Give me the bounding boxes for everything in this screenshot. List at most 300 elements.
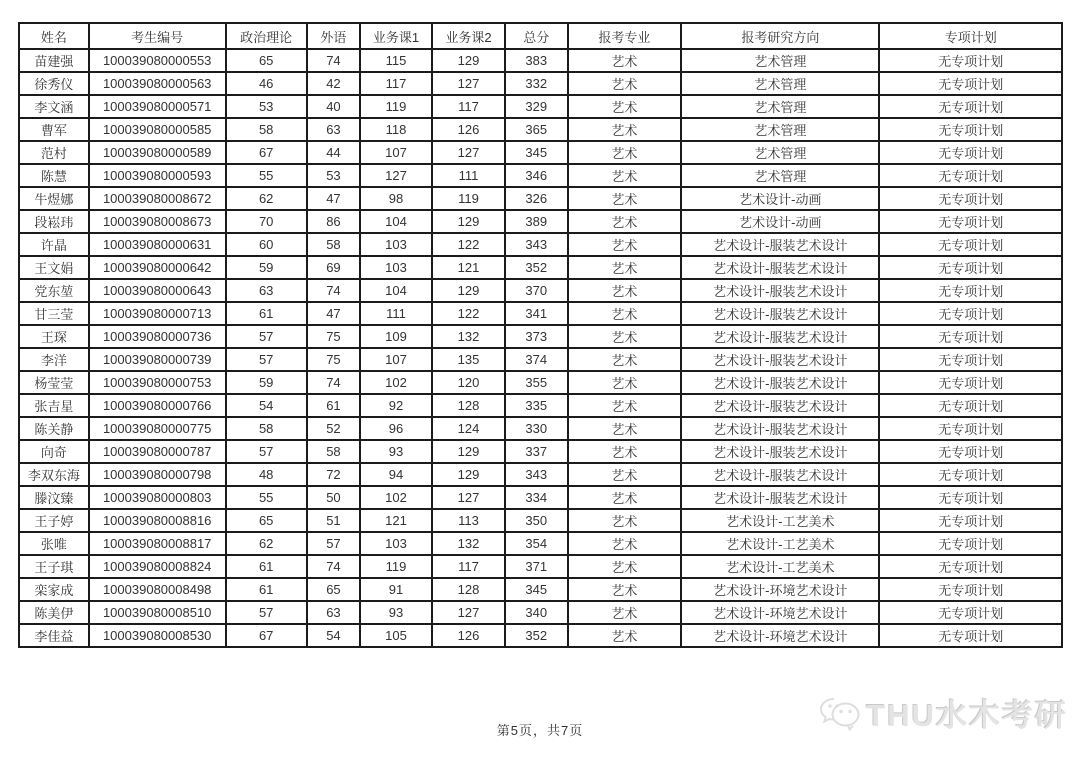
cell-foreign-language-score: 61 (307, 394, 360, 417)
cell-politics-score: 57 (226, 601, 307, 624)
cell-politics-score: 53 (226, 95, 307, 118)
cell-total-score: 343 (505, 233, 568, 256)
table-row (19, 302, 1062, 325)
cell-candidate-number: 100039080008817 (89, 532, 226, 555)
cell-course2-score: 132 (432, 532, 505, 555)
cell-research-direction: 艺术管理 (681, 72, 879, 95)
cell-major: 艺术 (568, 394, 682, 417)
cell-candidate-number: 100039080000775 (89, 417, 226, 440)
cell-course2-score: 113 (432, 509, 505, 532)
cell-politics-score: 67 (226, 141, 307, 164)
cell-research-direction: 艺术管理 (681, 118, 879, 141)
cell-candidate-number: 100039080008510 (89, 601, 226, 624)
cell-research-direction: 艺术设计-服装艺术设计 (681, 486, 879, 509)
score-table (18, 22, 1063, 648)
cell-total-score: 389 (505, 210, 568, 233)
cell-name: 陈慧 (19, 164, 89, 187)
column-header-research-direction: 报考研究方向 (681, 23, 879, 49)
cell-foreign-language-score: 42 (307, 72, 360, 95)
cell-name: 陈美伊 (19, 601, 89, 624)
cell-name: 牛煜娜 (19, 187, 89, 210)
cell-politics-score: 63 (226, 279, 307, 302)
cell-course1-score: 107 (360, 141, 432, 164)
cell-research-direction: 艺术设计-服装艺术设计 (681, 371, 879, 394)
cell-foreign-language-score: 74 (307, 555, 360, 578)
cell-major: 艺术 (568, 256, 682, 279)
cell-research-direction: 艺术设计-服装艺术设计 (681, 279, 879, 302)
cell-special-plan: 无专项计划 (879, 417, 1062, 440)
cell-special-plan: 无专项计划 (879, 394, 1062, 417)
cell-major: 艺术 (568, 348, 682, 371)
cell-candidate-number: 100039080000563 (89, 72, 226, 95)
cell-course1-score: 98 (360, 187, 432, 210)
cell-special-plan: 无专项计划 (879, 279, 1062, 302)
cell-special-plan: 无专项计划 (879, 187, 1062, 210)
cell-special-plan: 无专项计划 (879, 578, 1062, 601)
cell-name: 王子琪 (19, 555, 89, 578)
cell-name: 段崧玮 (19, 210, 89, 233)
cell-foreign-language-score: 47 (307, 187, 360, 210)
table-row (19, 256, 1062, 279)
cell-foreign-language-score: 75 (307, 348, 360, 371)
table-row (19, 578, 1062, 601)
cell-major: 艺术 (568, 187, 682, 210)
cell-course2-score: 126 (432, 624, 505, 647)
cell-foreign-language-score: 69 (307, 256, 360, 279)
cell-research-direction: 艺术设计-服装艺术设计 (681, 394, 879, 417)
cell-course2-score: 121 (432, 256, 505, 279)
cell-course1-score: 92 (360, 394, 432, 417)
cell-special-plan: 无专项计划 (879, 463, 1062, 486)
cell-course2-score: 111 (432, 164, 505, 187)
cell-course1-score: 107 (360, 348, 432, 371)
cell-total-score: 341 (505, 302, 568, 325)
cell-special-plan: 无专项计划 (879, 302, 1062, 325)
table-row (19, 601, 1062, 624)
cell-major: 艺术 (568, 325, 682, 348)
cell-course2-score: 129 (432, 49, 505, 72)
cell-foreign-language-score: 72 (307, 463, 360, 486)
cell-name: 李文涵 (19, 95, 89, 118)
column-header-foreign-language-score: 外语 (307, 23, 360, 49)
cell-name: 张唯 (19, 532, 89, 555)
cell-foreign-language-score: 75 (307, 325, 360, 348)
cell-course2-score: 126 (432, 118, 505, 141)
table-row (19, 279, 1062, 302)
cell-course2-score: 122 (432, 302, 505, 325)
cell-research-direction: 艺术设计-服装艺术设计 (681, 325, 879, 348)
cell-foreign-language-score: 74 (307, 371, 360, 394)
table-row (19, 486, 1062, 509)
table-row (19, 164, 1062, 187)
cell-total-score: 365 (505, 118, 568, 141)
cell-major: 艺术 (568, 49, 682, 72)
cell-total-score: 346 (505, 164, 568, 187)
cell-research-direction: 艺术设计-环境艺术设计 (681, 578, 879, 601)
cell-foreign-language-score: 52 (307, 417, 360, 440)
cell-foreign-language-score: 44 (307, 141, 360, 164)
cell-politics-score: 65 (226, 49, 307, 72)
cell-special-plan: 无专项计划 (879, 210, 1062, 233)
cell-total-score: 335 (505, 394, 568, 417)
cell-special-plan: 无专项计划 (879, 348, 1062, 371)
cell-major: 艺术 (568, 417, 682, 440)
cell-total-score: 330 (505, 417, 568, 440)
cell-research-direction: 艺术管理 (681, 49, 879, 72)
cell-politics-score: 65 (226, 509, 307, 532)
wechat-icon (818, 694, 862, 732)
cell-total-score: 355 (505, 371, 568, 394)
cell-name: 王琛 (19, 325, 89, 348)
cell-major: 艺术 (568, 601, 682, 624)
cell-course2-score: 135 (432, 348, 505, 371)
cell-politics-score: 48 (226, 463, 307, 486)
watermark-text: THU水木考研 (866, 698, 1068, 733)
column-header-name: 姓名 (19, 23, 89, 49)
cell-research-direction: 艺术设计-服装艺术设计 (681, 348, 879, 371)
cell-course1-score: 105 (360, 624, 432, 647)
cell-research-direction: 艺术设计-服装艺术设计 (681, 256, 879, 279)
cell-total-score: 352 (505, 624, 568, 647)
cell-major: 艺术 (568, 302, 682, 325)
cell-major: 艺术 (568, 440, 682, 463)
cell-special-plan: 无专项计划 (879, 532, 1062, 555)
cell-special-plan: 无专项计划 (879, 49, 1062, 72)
table-row (19, 233, 1062, 256)
cell-major: 艺术 (568, 463, 682, 486)
cell-candidate-number: 100039080000571 (89, 95, 226, 118)
cell-special-plan: 无专项计划 (879, 72, 1062, 95)
cell-foreign-language-score: 40 (307, 95, 360, 118)
cell-candidate-number: 100039080000643 (89, 279, 226, 302)
cell-major: 艺术 (568, 371, 682, 394)
cell-politics-score: 60 (226, 233, 307, 256)
page-indicator: 第5页，共7页 (496, 723, 584, 738)
cell-special-plan: 无专项计划 (879, 118, 1062, 141)
cell-course1-score: 104 (360, 210, 432, 233)
cell-course2-score: 129 (432, 279, 505, 302)
table-row (19, 95, 1062, 118)
table-row (19, 440, 1062, 463)
cell-course1-score: 111 (360, 302, 432, 325)
cell-politics-score: 61 (226, 578, 307, 601)
cell-name: 范村 (19, 141, 89, 164)
cell-course1-score: 115 (360, 49, 432, 72)
cell-course1-score: 91 (360, 578, 432, 601)
cell-special-plan: 无专项计划 (879, 325, 1062, 348)
cell-major: 艺术 (568, 624, 682, 647)
cell-foreign-language-score: 63 (307, 118, 360, 141)
table-row (19, 509, 1062, 532)
cell-course2-score: 132 (432, 325, 505, 348)
table-row (19, 371, 1062, 394)
cell-politics-score: 59 (226, 256, 307, 279)
table-row (19, 624, 1062, 647)
cell-politics-score: 46 (226, 72, 307, 95)
cell-research-direction: 艺术管理 (681, 164, 879, 187)
cell-foreign-language-score: 57 (307, 532, 360, 555)
cell-course1-score: 93 (360, 440, 432, 463)
cell-course2-score: 117 (432, 95, 505, 118)
cell-course1-score: 103 (360, 532, 432, 555)
cell-total-score: 329 (505, 95, 568, 118)
cell-candidate-number: 100039080000787 (89, 440, 226, 463)
cell-politics-score: 70 (226, 210, 307, 233)
cell-research-direction: 艺术设计-服装艺术设计 (681, 233, 879, 256)
cell-course1-score: 102 (360, 371, 432, 394)
cell-total-score: 352 (505, 256, 568, 279)
cell-special-plan: 无专项计划 (879, 256, 1062, 279)
table-row (19, 187, 1062, 210)
table-row (19, 348, 1062, 371)
cell-politics-score: 57 (226, 325, 307, 348)
cell-name: 栾家成 (19, 578, 89, 601)
cell-foreign-language-score: 63 (307, 601, 360, 624)
cell-major: 艺术 (568, 141, 682, 164)
cell-politics-score: 62 (226, 532, 307, 555)
table-row (19, 532, 1062, 555)
cell-research-direction: 艺术设计-服装艺术设计 (681, 440, 879, 463)
table-row (19, 417, 1062, 440)
cell-major: 艺术 (568, 279, 682, 302)
cell-course2-score: 128 (432, 394, 505, 417)
cell-total-score: 354 (505, 532, 568, 555)
cell-candidate-number: 100039080000631 (89, 233, 226, 256)
cell-major: 艺术 (568, 532, 682, 555)
cell-politics-score: 61 (226, 555, 307, 578)
cell-total-score: 371 (505, 555, 568, 578)
cell-course2-score: 119 (432, 187, 505, 210)
cell-candidate-number: 100039080008673 (89, 210, 226, 233)
cell-politics-score: 58 (226, 417, 307, 440)
cell-name: 陈关静 (19, 417, 89, 440)
cell-candidate-number: 100039080000766 (89, 394, 226, 417)
cell-politics-score: 54 (226, 394, 307, 417)
table-header-row (19, 23, 1062, 49)
table-row (19, 118, 1062, 141)
cell-research-direction: 艺术设计-工艺美术 (681, 532, 879, 555)
cell-name: 李双东海 (19, 463, 89, 486)
cell-major: 艺术 (568, 95, 682, 118)
cell-politics-score: 58 (226, 118, 307, 141)
cell-name: 向奇 (19, 440, 89, 463)
cell-special-plan: 无专项计划 (879, 601, 1062, 624)
cell-research-direction: 艺术设计-工艺美术 (681, 555, 879, 578)
cell-course1-score: 93 (360, 601, 432, 624)
column-header-total-score: 总分 (505, 23, 568, 49)
cell-special-plan: 无专项计划 (879, 440, 1062, 463)
cell-total-score: 373 (505, 325, 568, 348)
cell-special-plan: 无专项计划 (879, 95, 1062, 118)
cell-candidate-number: 100039080000642 (89, 256, 226, 279)
cell-name: 苗建强 (19, 49, 89, 72)
cell-total-score: 370 (505, 279, 568, 302)
cell-course2-score: 129 (432, 463, 505, 486)
cell-candidate-number: 100039080000803 (89, 486, 226, 509)
cell-name: 张吉星 (19, 394, 89, 417)
cell-politics-score: 61 (226, 302, 307, 325)
cell-course1-score: 121 (360, 509, 432, 532)
cell-research-direction: 艺术管理 (681, 95, 879, 118)
cell-research-direction: 艺术设计-环境艺术设计 (681, 624, 879, 647)
cell-course2-score: 128 (432, 578, 505, 601)
watermark (818, 690, 1068, 735)
cell-special-plan: 无专项计划 (879, 164, 1062, 187)
table-row (19, 555, 1062, 578)
cell-candidate-number: 100039080000585 (89, 118, 226, 141)
cell-course2-score: 127 (432, 486, 505, 509)
cell-major: 艺术 (568, 486, 682, 509)
cell-course2-score: 120 (432, 371, 505, 394)
cell-name: 李洋 (19, 348, 89, 371)
cell-course1-score: 104 (360, 279, 432, 302)
table-row (19, 463, 1062, 486)
column-header-course2-score: 业务课2 (432, 23, 505, 49)
cell-course2-score: 127 (432, 72, 505, 95)
column-header-politics-score: 政治理论 (226, 23, 307, 49)
cell-course1-score: 103 (360, 233, 432, 256)
cell-foreign-language-score: 50 (307, 486, 360, 509)
cell-foreign-language-score: 74 (307, 49, 360, 72)
cell-name: 党东堃 (19, 279, 89, 302)
cell-major: 艺术 (568, 233, 682, 256)
cell-candidate-number: 100039080000589 (89, 141, 226, 164)
cell-name: 曹军 (19, 118, 89, 141)
cell-research-direction: 艺术设计-服装艺术设计 (681, 417, 879, 440)
cell-candidate-number: 100039080000736 (89, 325, 226, 348)
cell-research-direction: 艺术设计-环境艺术设计 (681, 601, 879, 624)
cell-foreign-language-score: 65 (307, 578, 360, 601)
cell-total-score: 334 (505, 486, 568, 509)
cell-course2-score: 124 (432, 417, 505, 440)
cell-research-direction: 艺术设计-动画 (681, 187, 879, 210)
cell-foreign-language-score: 74 (307, 279, 360, 302)
cell-foreign-language-score: 58 (307, 440, 360, 463)
cell-politics-score: 67 (226, 624, 307, 647)
cell-course2-score: 122 (432, 233, 505, 256)
cell-course1-score: 94 (360, 463, 432, 486)
column-header-candidate-number: 考生编号 (89, 23, 226, 49)
cell-candidate-number: 100039080000593 (89, 164, 226, 187)
cell-special-plan: 无专项计划 (879, 624, 1062, 647)
table-row (19, 210, 1062, 233)
cell-candidate-number: 100039080008824 (89, 555, 226, 578)
cell-name: 李佳益 (19, 624, 89, 647)
table-row (19, 325, 1062, 348)
cell-name: 滕汶臻 (19, 486, 89, 509)
cell-foreign-language-score: 47 (307, 302, 360, 325)
cell-course1-score: 117 (360, 72, 432, 95)
cell-course1-score: 103 (360, 256, 432, 279)
cell-foreign-language-score: 54 (307, 624, 360, 647)
cell-course2-score: 129 (432, 210, 505, 233)
cell-politics-score: 59 (226, 371, 307, 394)
cell-politics-score: 57 (226, 440, 307, 463)
cell-course2-score: 127 (432, 601, 505, 624)
cell-candidate-number: 100039080000798 (89, 463, 226, 486)
cell-course1-score: 118 (360, 118, 432, 141)
cell-total-score: 350 (505, 509, 568, 532)
cell-special-plan: 无专项计划 (879, 371, 1062, 394)
cell-total-score: 332 (505, 72, 568, 95)
cell-major: 艺术 (568, 72, 682, 95)
cell-candidate-number: 100039080008672 (89, 187, 226, 210)
cell-name: 杨莹莹 (19, 371, 89, 394)
cell-special-plan: 无专项计划 (879, 233, 1062, 256)
cell-name: 徐秀仪 (19, 72, 89, 95)
cell-total-score: 383 (505, 49, 568, 72)
cell-total-score: 374 (505, 348, 568, 371)
cell-foreign-language-score: 86 (307, 210, 360, 233)
cell-research-direction: 艺术设计-服装艺术设计 (681, 463, 879, 486)
cell-course1-score: 102 (360, 486, 432, 509)
cell-total-score: 326 (505, 187, 568, 210)
cell-total-score: 343 (505, 463, 568, 486)
cell-foreign-language-score: 51 (307, 509, 360, 532)
cell-major: 艺术 (568, 509, 682, 532)
table-body (19, 49, 1062, 647)
cell-total-score: 345 (505, 578, 568, 601)
cell-research-direction: 艺术设计-工艺美术 (681, 509, 879, 532)
table-row (19, 49, 1062, 72)
cell-candidate-number: 100039080000553 (89, 49, 226, 72)
cell-course1-score: 119 (360, 95, 432, 118)
cell-course1-score: 96 (360, 417, 432, 440)
cell-research-direction: 艺术管理 (681, 141, 879, 164)
cell-course2-score: 127 (432, 141, 505, 164)
cell-research-direction: 艺术设计-服装艺术设计 (681, 302, 879, 325)
cell-major: 艺术 (568, 578, 682, 601)
cell-course1-score: 119 (360, 555, 432, 578)
cell-candidate-number: 100039080008498 (89, 578, 226, 601)
cell-candidate-number: 100039080000713 (89, 302, 226, 325)
cell-politics-score: 62 (226, 187, 307, 210)
cell-total-score: 340 (505, 601, 568, 624)
cell-foreign-language-score: 58 (307, 233, 360, 256)
cell-major: 艺术 (568, 118, 682, 141)
table-row (19, 141, 1062, 164)
cell-candidate-number: 100039080000753 (89, 371, 226, 394)
cell-research-direction: 艺术设计-动画 (681, 210, 879, 233)
cell-special-plan: 无专项计划 (879, 555, 1062, 578)
cell-politics-score: 55 (226, 486, 307, 509)
table-row (19, 394, 1062, 417)
column-header-special-plan: 专项计划 (879, 23, 1062, 49)
cell-name: 王子婷 (19, 509, 89, 532)
cell-candidate-number: 100039080000739 (89, 348, 226, 371)
cell-major: 艺术 (568, 555, 682, 578)
cell-politics-score: 57 (226, 348, 307, 371)
cell-course1-score: 109 (360, 325, 432, 348)
cell-foreign-language-score: 53 (307, 164, 360, 187)
cell-special-plan: 无专项计划 (879, 509, 1062, 532)
cell-politics-score: 55 (226, 164, 307, 187)
cell-major: 艺术 (568, 164, 682, 187)
table-row (19, 72, 1062, 95)
cell-course2-score: 117 (432, 555, 505, 578)
column-header-major: 报考专业 (568, 23, 682, 49)
cell-special-plan: 无专项计划 (879, 141, 1062, 164)
cell-name: 王文娟 (19, 256, 89, 279)
cell-name: 甘三莹 (19, 302, 89, 325)
cell-course2-score: 129 (432, 440, 505, 463)
cell-total-score: 337 (505, 440, 568, 463)
cell-candidate-number: 100039080008816 (89, 509, 226, 532)
cell-major: 艺术 (568, 210, 682, 233)
cell-candidate-number: 100039080008530 (89, 624, 226, 647)
column-header-course1-score: 业务课1 (360, 23, 432, 49)
cell-special-plan: 无专项计划 (879, 486, 1062, 509)
